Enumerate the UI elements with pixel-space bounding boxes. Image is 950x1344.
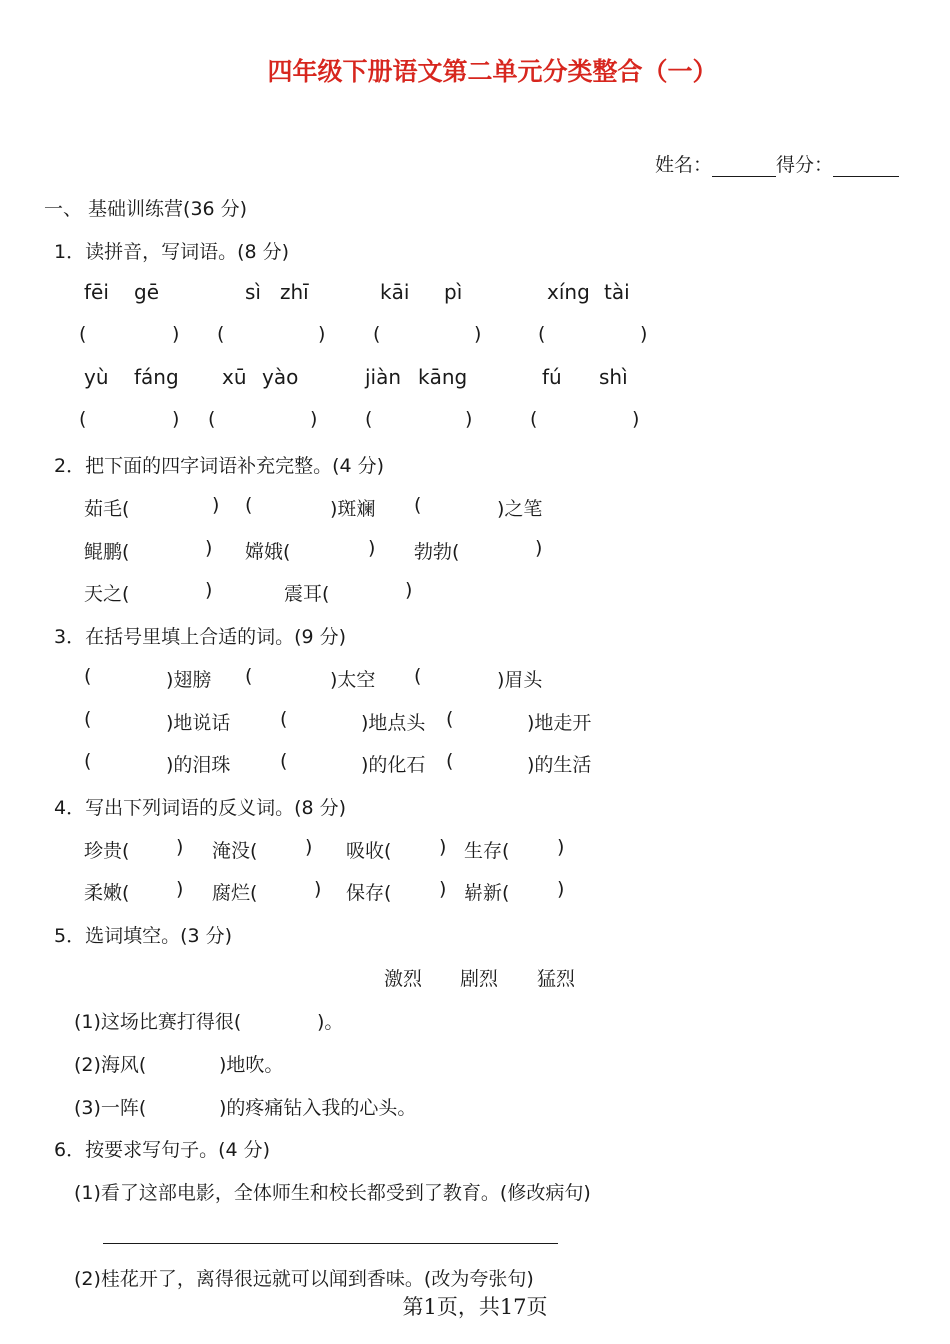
pinyin: fēi (84, 280, 109, 304)
sentence-part: (1)这场比赛打得很( (74, 1011, 242, 1033)
pinyin: fú (542, 365, 562, 389)
fill-item: 崭新( (464, 882, 510, 904)
paren-close: ) (305, 836, 313, 858)
score-label: 得分： (776, 154, 834, 176)
paren-close: ) (176, 836, 184, 858)
paren-open: ( (446, 750, 454, 772)
fill-item: ) (205, 537, 213, 559)
fill-item: )地走开 (527, 712, 592, 734)
paren-open: ( (84, 708, 92, 730)
paren-open: ( (280, 708, 288, 730)
sentence-part: )地吹。 (219, 1054, 284, 1076)
pinyin: tài (604, 280, 630, 304)
question-3-heading: 3．在括号里填上合适的词。(9 分) (54, 626, 347, 648)
paren-open: ( (538, 323, 546, 345)
paren-close: ) (314, 878, 322, 900)
fill-item: 淹没( (212, 840, 258, 862)
pinyin: fáng (134, 365, 179, 389)
paren-close: ) (465, 408, 473, 430)
paren-open: ( (280, 750, 288, 772)
paren-close: ) (172, 408, 180, 430)
paren-open: ( (530, 408, 538, 430)
word-option: 猛烈 (537, 968, 576, 990)
fill-item: 珍贵( (84, 840, 130, 862)
pinyin: jiàn (365, 365, 402, 389)
fill-item: )地说话 (166, 712, 231, 734)
fill-item: 柔嫩( (84, 882, 130, 904)
fill-item: 鲲鹏( (84, 541, 130, 563)
fill-item: ) (205, 579, 213, 601)
fill-item: 嫦娥( (245, 541, 291, 563)
word-option: 激烈 (384, 968, 423, 990)
paren-open: ( (446, 708, 454, 730)
fill-item: ( (245, 494, 253, 516)
page-title: 四年级下册语文第二单元分类整合（一） (267, 57, 718, 86)
paren-close: ) (632, 408, 640, 430)
sentence-part: (3)一阵( (74, 1097, 147, 1119)
paren-close: ) (557, 836, 565, 858)
fill-item: )太空 (330, 669, 376, 691)
fill-item: )地点头 (361, 712, 426, 734)
pinyin: yào (262, 365, 299, 389)
pinyin: shì (599, 365, 628, 389)
question-5-heading: 5．选词填空。(3 分) (54, 925, 233, 947)
paren-close: ) (640, 323, 648, 345)
answer-line[interactable] (103, 1243, 558, 1244)
fill-item: )斑斓 (330, 498, 376, 520)
fill-item: 震耳( (284, 583, 330, 605)
sentence-prompt: (2)桂花开了，离得很远就可以闻到香味。(改为夸张句) (74, 1268, 534, 1290)
fill-item: 吸收( (346, 840, 392, 862)
pinyin: xū (222, 365, 247, 389)
paren-open: ( (84, 750, 92, 772)
fill-item: )的生活 (527, 754, 592, 776)
paren-open: ( (245, 665, 253, 687)
word-option: 剧烈 (460, 968, 499, 990)
fill-item: 勃勃( (414, 541, 460, 563)
paren-open: ( (365, 408, 373, 430)
name-score-line (655, 150, 899, 177)
paren-close: ) (439, 836, 447, 858)
paren-close: ) (318, 323, 326, 345)
fill-item: 生存( (464, 840, 510, 862)
paren-open: ( (414, 665, 422, 687)
fill-item: ) (212, 494, 220, 516)
paren-close: ) (474, 323, 482, 345)
paren-open: ( (217, 323, 225, 345)
paren-open: ( (79, 408, 87, 430)
pinyin: kāi (380, 280, 410, 304)
pinyin: gē (134, 280, 159, 304)
name-blank[interactable] (712, 156, 776, 177)
paren-open: ( (84, 665, 92, 687)
pinyin: zhī (280, 280, 309, 304)
fill-item: )眉头 (497, 669, 543, 691)
page-footer: 第1页，共17页 (402, 1295, 548, 1319)
section-heading: 一、 基础训练营(36 分) (44, 198, 248, 220)
pinyin: yù (84, 365, 109, 389)
sentence-part: (2)海风( (74, 1054, 147, 1076)
sentence-prompt: (1)看了这部电影，全体师生和校长都受到了教育。(修改病句) (74, 1182, 591, 1204)
fill-item: ) (368, 537, 376, 559)
paren-close: ) (172, 323, 180, 345)
fill-item: 腐烂( (212, 882, 258, 904)
paren-close: ) (176, 878, 184, 900)
score-blank[interactable] (833, 156, 899, 177)
paren-open: ( (208, 408, 216, 430)
sentence-part: )。 (317, 1011, 344, 1033)
question-1-heading: 1．读拼音，写词语。(8 分) (54, 241, 290, 263)
pinyin: sì (245, 280, 261, 304)
fill-item: )翅膀 (166, 669, 212, 691)
fill-item: 保存( (346, 882, 392, 904)
pinyin: pì (444, 280, 463, 304)
question-2-heading: 2．把下面的四字词语补充完整。(4 分) (54, 455, 385, 477)
question-6-heading: 6．按要求写句子。(4 分) (54, 1139, 271, 1161)
paren-open: ( (79, 323, 87, 345)
question-4-heading: 4．写出下列词语的反义词。(8 分) (54, 797, 347, 819)
fill-item: )的泪珠 (166, 754, 231, 776)
name-label: 姓名： (655, 154, 713, 176)
paren-open: ( (373, 323, 381, 345)
fill-item: )的化石 (361, 754, 426, 776)
fill-item: ) (535, 537, 543, 559)
pinyin: kāng (418, 365, 468, 389)
fill-item: 天之( (84, 583, 130, 605)
pinyin: xíng (547, 280, 590, 304)
paren-close: ) (557, 878, 565, 900)
paren-close: ) (439, 878, 447, 900)
sentence-part: )的疼痛钻入我的心头。 (219, 1097, 417, 1119)
fill-item: ( (414, 494, 422, 516)
paren-close: ) (310, 408, 318, 430)
fill-item: 茹毛( (84, 498, 130, 520)
fill-item: )之笔 (497, 498, 543, 520)
fill-item: ) (405, 579, 413, 601)
